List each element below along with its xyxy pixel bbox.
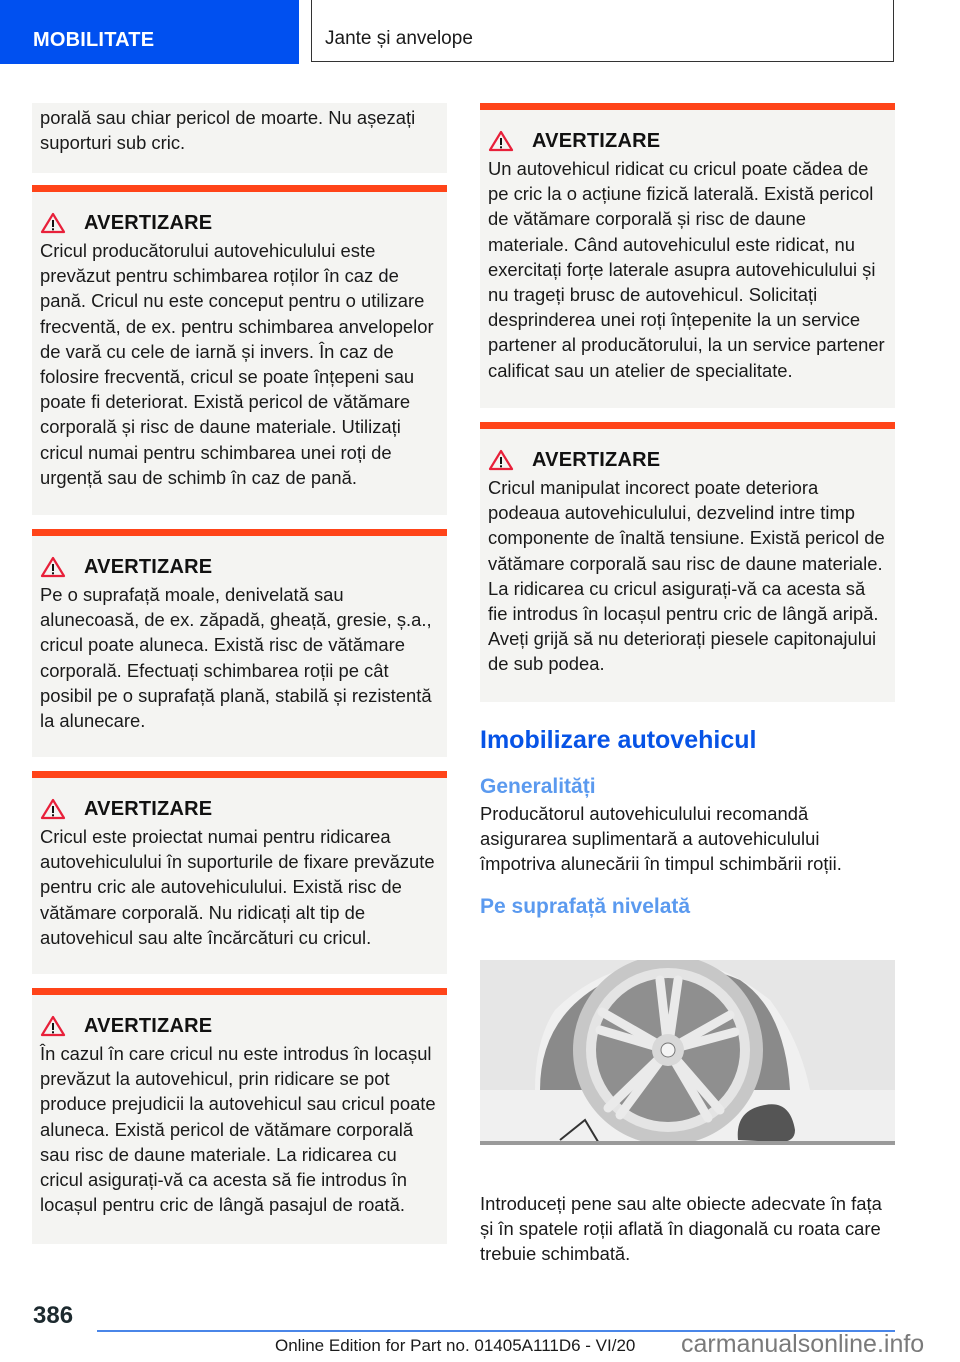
warning-title: AVERTIZARE (532, 129, 661, 152)
warning-header (40, 554, 437, 580)
warning-title: AVERTIZARE (84, 555, 213, 578)
warning-triangle-icon (40, 212, 66, 234)
warning-box (32, 988, 447, 1244)
warning-box (480, 103, 895, 408)
warning-box (480, 422, 895, 702)
warning-text: Un autovehicul ridicat cu cricul poate cădea de pe cric la o acțiune fizică laterală. Există pericol de vătămare corporală și risc de daune materiale. Când autovehiculul este ridicat, nu exercitați forțe laterale asupra autovehiculului și nu trageți brusc de autovehicul. Solicitați desprinderea unei roți înțepenite la un service partener al producătorului, la un service partener calificat sau un atelier de specialitate. (488, 158, 885, 381)
warning-box (32, 185, 447, 515)
car-wheel-image (480, 960, 895, 1145)
warning-text: Cricul producătorului autovehiculului este prevăzut pentru schimbarea roților în caz de pană. Cricul nu este conceput pentru o utilizare frecventă, de ex. pentru schimbarea anvelopelor de vară cu cele de iarnă și invers. În caz de folosire frecventă, cricul se poate înțepeni sau poate fi deteriorat. Există pericol de vătămare corporală și risc de daune materiale. Utilizați cricul numai pentru schimbarea unei roți de urgență sau de schimb în caz de pană. (40, 240, 434, 488)
topic-label: Jante și anvelope (325, 28, 473, 49)
edition-text: Online Edition for Part no. 01405A111D6 - VI/20 (275, 1336, 636, 1355)
paragraph: Introduceți pene sau alte obiecte adecvate în fața și în spatele roții aflată în diagonală cu roata care trebuie schimbată. (480, 1193, 882, 1265)
warning-box (32, 529, 447, 757)
warning-triangle-icon (488, 449, 514, 471)
warning-text: Pe o suprafață moale, denivelată sau alunecoasă, de ex. zăpadă, gheață, gresie, ș.a., cricul poate aluneca. Există risc de vătămare corporală. Efectuați schimbarea roții pe cât posibil pe o suprafață plană, stabilă și rezistentă la alunecare. (40, 584, 432, 732)
page-number: 386 (33, 1302, 74, 1329)
left-column (32, 103, 447, 1244)
watermark: carmanualsonline.info (681, 1330, 925, 1358)
warning-title: AVERTIZARE (532, 448, 661, 471)
warning-header (40, 1013, 437, 1039)
footer-divider (97, 1330, 415, 1332)
subsection-title: Generalități (480, 775, 596, 798)
warning-header (40, 796, 437, 822)
continued-warning-box (32, 103, 447, 173)
warning-header (488, 128, 885, 154)
warning-triangle-icon (40, 1015, 66, 1037)
warning-text: Cricul manipulat incorect poate deteriora podeaua autovehiculului, dezvelind intre timp componente de înaltă tensiune. Există pericol de vătămare corporală sau risc de daune materiale. La ridicarea cu cricul asigurați-vă ca acesta să fie introdus în locașul pentru cric de lângă aripă. Aveți grijă să nu deteriorați piesele capitonajului de sub podea. (488, 477, 885, 675)
warning-triangle-icon (488, 130, 514, 152)
chapter-tab (0, 0, 299, 64)
warning-header (488, 447, 885, 473)
section-title: Imobilizare autovehicul (480, 726, 757, 754)
right-column (480, 103, 895, 919)
warning-title: AVERTIZARE (84, 1014, 213, 1037)
wheel-chock-illustration (480, 960, 895, 1145)
continued-text: porală sau chiar pericol de moarte. Nu așezați suporturi sub cric. (40, 107, 416, 154)
warning-text: Cricul este proiectat numai pentru ridicarea autovehiculului în suporturile de fixare prevăzute pentru cric ale autovehiculului. Există risc de vătămare corporală. Nu ridicați alt tip de autovehicul sau alte încărcături cu cricul. (40, 826, 435, 948)
warning-text: În cazul în care cricul nu este introdus în locașul prevăzut la autovehicul, prin ridicare se pot produce prejudicii la autovehicul sau cricul poate aluneca. Există pericol de vătămare corporală sau risc de daune materiale. La ridicarea cu cricul asigurați-vă ca acesta să fie introdus în locașul pentru cric de lângă pasajul de roată. (40, 1043, 436, 1216)
warning-header (40, 210, 437, 236)
paragraph: Producătorul autovehiculului recomandă asigurarea suplimentară a autovehiculului împotriva alunecării în timpul schimbării roții. (480, 803, 842, 875)
warning-box (32, 771, 447, 974)
warning-triangle-icon (40, 556, 66, 578)
warning-title: AVERTIZARE (84, 797, 213, 820)
warning-title: AVERTIZARE (84, 211, 213, 234)
warning-triangle-icon (40, 798, 66, 820)
chapter-label: MOBILITATE (33, 29, 155, 51)
subsection-title: Pe suprafață nivelată (480, 894, 691, 918)
topic-tab (311, 0, 894, 62)
